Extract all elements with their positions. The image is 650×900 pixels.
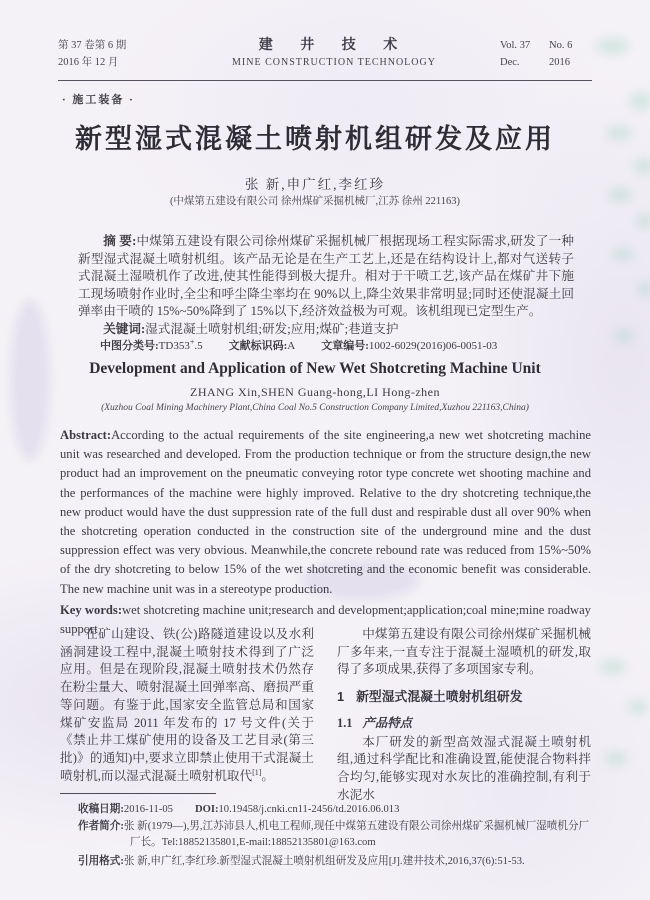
abstract-en-text: According to the actual requirements of the site engineering,a new wet shotcreting machine unit was researched and developed. From the production technique or from the structure design,the new product had an improvement on the pneumatic conveying rotor type concrete wet shooting machine and the performances of the machine were highly improved. Relative to the dry shotcreting technique,the new product would have the dust suppression rate of the full dust and respirable dust all over 90% when the shotcreting operation conducted in the construction site of the underground mine and the dust suppression effect was very obvious. Meanwhile,the concrete rebound rate was reduced from 15%~50% of the dry shotcreting to below 15% of the wet shotcreting and the economic benefit was considerable. The new machine unit was in a stereotype production. [60,428,591,596]
scan-smudge [614,330,634,342]
clc-label: 中图分类号: [100,340,159,352]
left-column [60,626,314,804]
authors-cn: 张 新,申广红,李红珍 [244,177,386,192]
doc-code-label: 文献标识码: [228,340,288,352]
citation-text: 张 新,申广红,李红珍.新型湿式混凝土喷射机组研发及应用[J].建井技术,2016,37(6):51-53. [123,855,525,867]
abstract-cn-block [78,233,574,338]
authors-en: ZHANG Xin,SHEN Guang-hong,LI Hong-zhen [190,385,440,399]
scan-smudge [628,700,648,714]
scan-smudge [604,752,628,765]
header-vol-info [500,37,592,71]
header-no: No. 6 [549,40,573,51]
bio-text: 张 新(1979—),男,江苏沛县人,机电工程师,现任中煤第五建设有限公司徐州煤矿采掘机械厂湿喷机分厂厂长。Tel:18852135801,E-mail:18852135801@163.com [123,821,590,849]
scan-smudge [612,248,634,261]
scan-smudge [596,38,630,54]
journal-header [58,37,592,71]
issue-volume-line: 第 37 卷第 6 期 [58,40,127,51]
citation-label: 引用格式: [78,855,124,867]
keywords-cn-line [78,321,574,339]
section-1-1-number: 1.1 [337,715,353,730]
affiliation-cn: (中煤第五建设有限公司 徐州煤矿采掘机械厂,江苏 徐州 221163) [169,196,461,207]
author-bio-line [78,819,592,851]
header-vol: Vol. 37 [500,40,531,51]
received-label: 收稿日期: [78,804,124,815]
keywords-cn-label: 关键词: [103,321,146,336]
article-title-cn: 新型湿式混凝土喷射机组研发及应用 [75,124,555,154]
scan-smudge [630,92,650,110]
footnote-block [78,802,592,870]
intro-text: 在矿山建设、铁(公)路隧道建设以及水利涵洞建设工程中,混凝土喷射技术得到了广泛应用。但是在现阶段,混凝土喷射技术仍然存在粉尘量大、喷射混凝土回弹率高、磨损严重等问题。有鉴于此,国家安全监管总局和国家煤矿安监局 2011 年发布的 17 号文件(关于《禁止井工煤矿使用的设备及工艺目录(第三批)》的通知)中,要求立即禁止使用干式混凝土喷射机,而以湿式混凝土喷射机取代 [60,627,314,783]
abstract-cn-text: 中煤第五建设有限公司徐州煤矿采掘机械厂根据现场工程实际需求,研发了一种新型湿式混凝土喷射机组。该产品无论是在生产工艺上,还是在结构设计上,都对气送转子式混凝土湿喷机作了改进,使其性能得到极大提升。相对于干喷工艺,该产品在煤矿井下施工现场喷射作业时,全尘和呼尘降尘率均在 90%以上,降尘效果非常明显;同时还使混凝土回弹率由干喷的 15%~50%降到了 15%以下,经济效益极为可观。该机组现已定型生产。 [78,234,574,318]
abstract-cn-label: 摘 要: [103,234,137,248]
clc-tail: .5 [194,340,203,352]
section-tag: · 施工装备 · [62,94,135,106]
abstract-en-paragraph [60,426,591,599]
abstract-en-label: Abstract: [60,428,112,442]
article-id-label: 文章编号: [321,340,369,352]
header-issue-info [58,37,168,71]
header-month: Dec. [500,57,520,68]
company-paragraph: 中煤第五建设有限公司徐州煤矿采掘机械厂多年来,一直专注于混凝土湿喷机的研发,取得了多项成果,获得了多项国家专利。 [337,627,591,677]
issue-date-line: 2016 年 12 月 [58,57,119,68]
journal-name-block [168,37,500,71]
section-1-1-title: 产品特点 [362,715,413,730]
classification-line [78,337,574,353]
clc-sup: + [189,337,195,347]
article-title-en: Development and Application of New Wet Shotcreting Machine Unit [89,360,541,377]
received-date: 2016-11-05 [123,804,173,815]
section-1-heading [337,688,591,706]
journal-name-cn: 建 井 技 术 [258,38,410,53]
keywords-cn-text: 湿式混凝土喷射机组;研发;应用;煤矿;巷道支护 [145,321,399,336]
abstract-cn-paragraph [78,233,574,321]
scan-smudge [638,282,650,296]
citation-format-line [78,854,592,870]
keywords-en-label: Key words: [60,602,123,617]
right-column [337,626,591,804]
product-paragraph: 本厂研发的新型高效湿式混凝土喷射机组,通过科学配比和准确设置,能使混合物料拌合均匀,能够实现对水灰比的准确控制,有利于水泥水 [337,734,591,802]
affiliation-en: (Xuzhou Coal Mining Machinery Plant,China Coal No.5 Construction Company Limited,Xuzhou 221163,China) [101,403,529,413]
section-1-number: 1 [337,689,345,705]
scan-smudge [600,660,626,674]
received-doi-line [78,802,592,818]
journal-name-en: MINE CONSTRUCTION TECHNOLOGY [232,57,436,68]
bio-label: 作者简介: [78,821,124,833]
footnote-rule [60,793,216,794]
scan-smudge [10,300,50,460]
doi-label: DOI: [194,804,219,815]
body-columns [60,626,591,804]
scan-smudge [636,214,650,228]
header-rule [58,80,592,81]
keywords-en-text: wet shotcreting machine unit;research and development;application;coal mine;mine roadway support [60,602,591,637]
intro-paragraph [60,626,314,785]
article-id-value: 1002-6029(2016)06-0051-03 [368,340,498,352]
intro-text-end: 。 [261,768,274,783]
section-1-title: 新型湿式混凝土喷射机组研发 [356,689,523,705]
citation-ref-1: [1] [252,767,262,777]
scan-smudge [634,158,650,174]
doc-code-value: A [287,340,296,352]
section-1-1-heading [337,715,591,733]
doi-value: 10.19458/j.cnki.cn11-2456/td.2016.06.013 [218,804,400,815]
abstract-en-block [60,426,591,639]
clc-base: TD353 [158,340,190,352]
header-year: 2016 [549,57,570,68]
